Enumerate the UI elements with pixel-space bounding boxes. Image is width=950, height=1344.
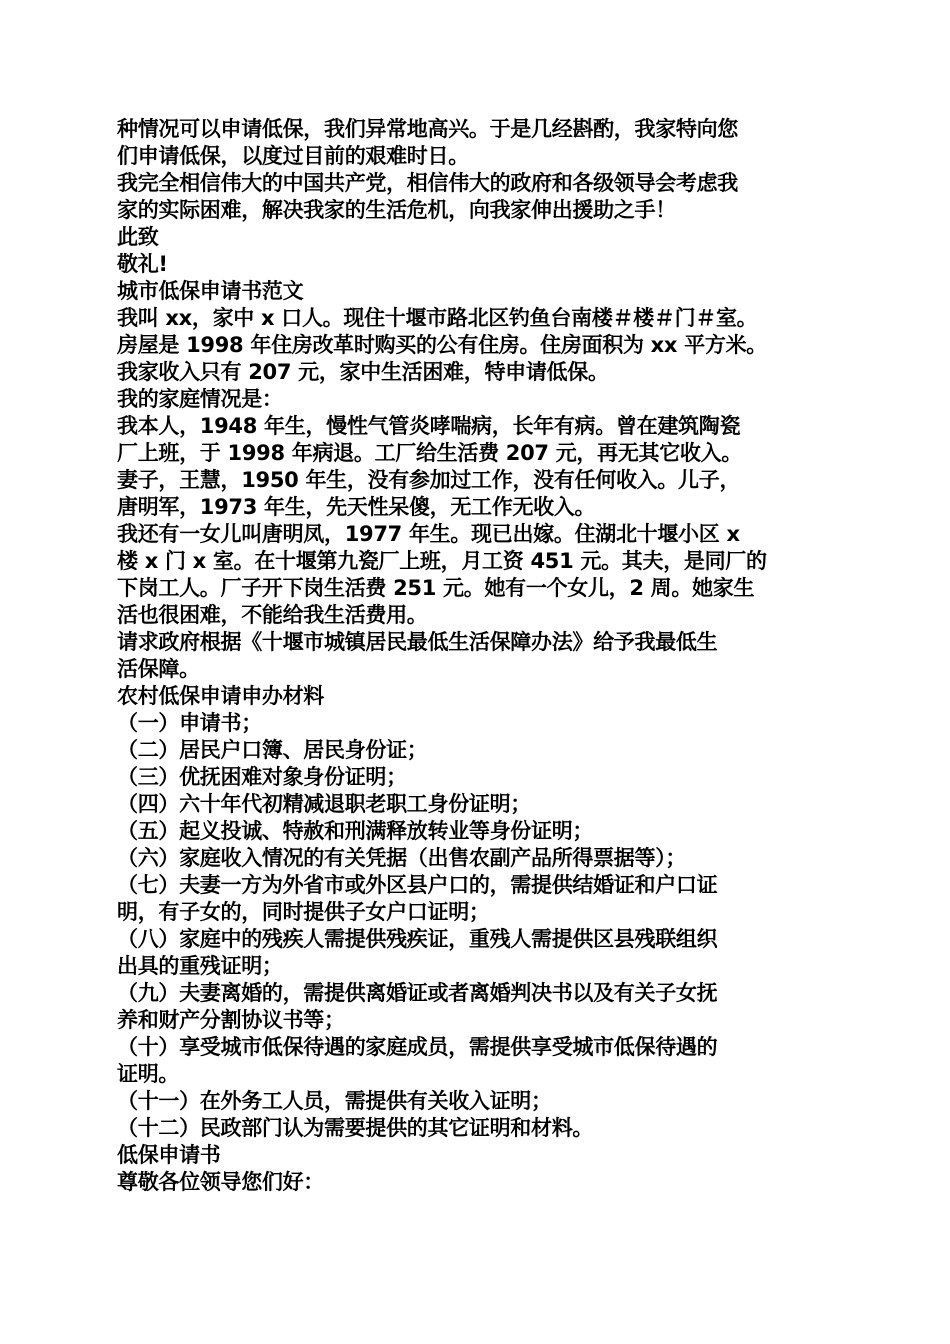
text-line: 出具的重残证明； <box>117 954 283 978</box>
text-line: 证明。 <box>117 1062 180 1086</box>
text-line: 我本人，1948 年生，慢性气管炎哮喘病，长年有病。曾在建筑陶瓷 <box>117 414 741 438</box>
text-line: （十一）在外务工人员，需提供有关收入证明； <box>117 1089 552 1113</box>
text-line: 唐明军，1973 年生，先天性呆傻，无工作无收入。 <box>117 495 596 519</box>
text-line: （一）申请书； <box>117 711 262 735</box>
text-line: 妻子，王慧，1950 年生，没有参加过工作，没有任何收入。儿子， <box>117 468 741 492</box>
text-line: （二）居民户口簿、居民身份证； <box>117 738 428 762</box>
text-line: （十二）民政部门认为需要提供的其它证明和材料。 <box>117 1116 594 1140</box>
text-line: 养和财产分割协议书等； <box>117 1008 345 1032</box>
text-line: 我家收入只有 207 元，家中生活困难，特申请低保。 <box>117 360 609 384</box>
text-line: 活也很困难，不能给我生活费用。 <box>117 603 428 627</box>
text-line: 请求政府根据《十堰市城镇居民最低生活保障办法》给予我最低生 <box>117 630 718 654</box>
text-line: 我的家庭情况是： <box>117 387 283 411</box>
text-line: 种情况可以申请低保，我们异常地高兴。于是几经斟酌，我家特向您 <box>117 117 738 141</box>
text-line: （八）家庭中的残疾人需提供残疾证，重残人需提供区县残联组织 <box>117 927 718 951</box>
text-line: 活保障。 <box>117 657 200 681</box>
text-line: 楼 x 门 x 室。在十堰第九瓷厂上班，月工资 451 元。其夫，是同厂的 <box>117 549 767 573</box>
text-line: 房屋是 1998 年住房改革时购买的公有住房。住房面积为 xx 平方米。 <box>117 333 767 357</box>
text-line: 家的实际困难，解决我家的生活危机，向我家伸出援助之手！ <box>117 198 676 222</box>
text-line: 农村低保申请申办材料 <box>117 684 324 708</box>
text-line: 敬礼! <box>117 252 168 276</box>
text-line: （三）优抚困难对象身份证明； <box>117 765 407 789</box>
text-line: （七）夫妻一方为外省市或外区县户口的，需提供结婚证和户口证 <box>117 873 718 897</box>
text-line: 厂上班，于 1998 年病退。工厂给生活费 207 元，再无其它收入。 <box>117 441 743 465</box>
text-line: （十）享受城市低保待遇的家庭成员，需提供享受城市低保待遇的 <box>117 1035 718 1059</box>
text-line: （五）起义投诚、特赦和刑满释放转业等身份证明； <box>117 819 594 843</box>
text-line: 我还有一女儿叫唐明凤，1977 年生。现已出嫁。住湖北十堰小区 x <box>117 522 740 546</box>
text-line: （九）夫妻离婚的，需提供离婚证或者离婚判决书以及有关子女抚 <box>117 981 718 1005</box>
text-line: 低保申请书 <box>117 1143 221 1167</box>
text-line: 尊敬各位领导您们好： <box>117 1170 324 1194</box>
document-body <box>117 116 837 1196</box>
text-line: 们申请低保，以度过目前的艰难时日。 <box>117 144 469 168</box>
text-line: （四）六十年代初精减退职老职工身份证明； <box>117 792 531 816</box>
text-line: 城市低保申请书范文 <box>117 279 304 303</box>
text-line: 我完全相信伟大的中国共产党，相信伟大的政府和各级领导会考虑我 <box>117 171 738 195</box>
text-line: 此致 <box>117 225 159 249</box>
text-line: 明，有子女的，同时提供子女户口证明； <box>117 900 490 924</box>
text-line: 下岗工人。厂子开下岗生活费 251 元。她有一个女儿，2 周。她家生 <box>117 576 755 600</box>
text-line: （六）家庭收入情况的有关凭据（出售农副产品所得票据等）； <box>117 846 687 870</box>
text-line: 我叫 xx，家中 x 口人。现住十堰市路北区钓鱼台南楼＃楼＃门＃室。 <box>117 306 758 330</box>
